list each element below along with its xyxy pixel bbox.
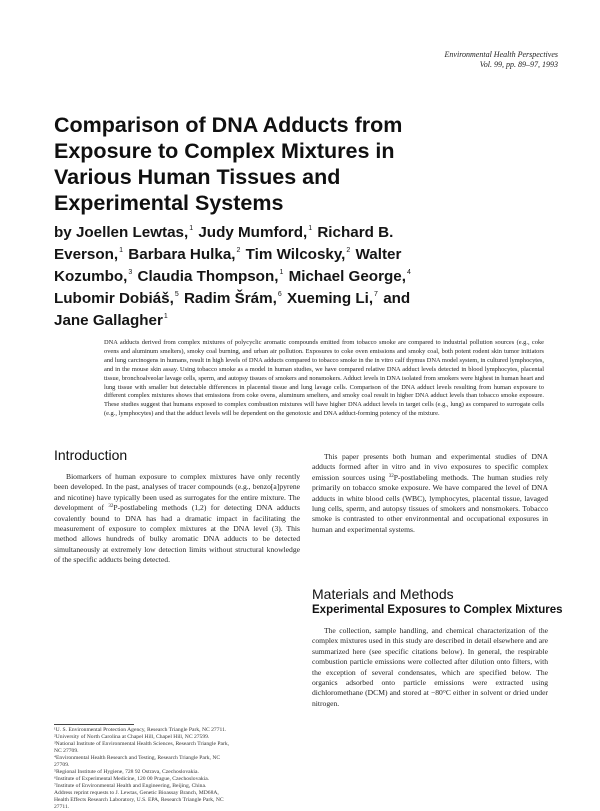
footnote-line: 27709. [54,762,70,768]
introduction-body [54,472,300,566]
paragraph: The collection, sample handling, and chemical characterization of the complex mixtures used in this study are described in detail elsewhere and are summarized here (see specific citations below). In general, the respirable combustion particle emissions were collected after dilution onto filters, with the exception of several condensates, which are specified below. The organics adsorbed onto particle emissions were extracted using dichloromethane (DCM) and stored at −80°C either in solvent or dried under nitrogen. [312,626,548,708]
abstract: DNA adducts derived from complex mixtures of polycyclic aromatic compounds emitted from tobacco smoke are compared to industrial pollution sources (e.g., coke ovens and aluminum smelters), smoky coal burning, and urban air pollution. Exposures to coke oven emissions and smoky coal, both potent rodent skin tumor initiators and lung carcinogens in humans, result in high levels of DNA adducts compared to tobacco smoke in the in vitro calf thymus DNA model system, in cultured lymphocytes, and in the mouse skin assay. Using tobacco smoke as a model in human studies, we have compared relative DNA adduct levels detected in blood lymphocytes, placental tissue, bronchoalveolar lavage cells, sperm, and autopsy tissues of smokers and nonsmokers. Adduct levels in DNA isolated from smokers were highest in human heart and lung tissue with smaller but detectable differences in placental tissue and lung lavage cells. Comparison of the DNA adduct levels resulting from human exposure to different complex mixtures shows that emissions from coke ovens, aluminum smelters, and smoky coal result in higher DNA adduct levels than tobacco smoke exposure. These studies suggest that humans exposed to complex combustion mixtures will have higher DNA adduct levels in target cells (e.g., lung) as compared to surrogate cells (e.g., lymphocytes) and that the adduct levels will be dependent on the genotoxic and DNA adduct-forming potency of the mixture. [104,339,544,418]
right-column-intro [312,452,548,535]
affiliation-marker: 2 [346,247,351,254]
affiliation-marker: 1 [189,225,194,232]
affiliation-marker: 2 [236,247,241,254]
author-line [54,222,524,244]
author-line [54,288,524,310]
footnote-line: ⁶Institute of Experimental Medicine, 120 00 Prague, Czechoslovakia. [54,776,210,782]
affiliation-marker: 3 [128,269,133,276]
author-name: Lubomir Dobiáš, [54,290,174,307]
footnotes [54,727,300,810]
introduction-heading: Introduction [54,447,128,463]
materials-methods-body [312,626,548,709]
title-line: Exposure to Complex Mixtures in [54,139,395,163]
affiliation-marker: 6 [277,291,282,298]
author-name: Jane Gallagher [54,312,163,329]
journal-header [445,50,558,70]
author-name: Michael George, [288,268,406,285]
footnote-line: ⁵Regional Institute of Hygiene, 728 92 Ostrava, Czechoslovakia. [54,769,199,775]
paragraph: Biomarkers of human exposure to complex mixtures have only recently been developed. In the past, analyses of tracer compounds (e.g., benzo[a]pyrene and nicotine) have typically been used as surrogates for the entire mixture. The development of $^{32}$P-postlabeling methods (1,2) for detecting DNA adducts covalently bound to DNA has had a dramatic impact in facilitating the measurement of exposure to complex mixtures at the DNA level (3). This method allows hundreds of bulky aromatic DNA adducts to be detected simultaneously at extremely low detection limits without structural knowledge of the specific adducts being detected. [54,472,300,565]
footnote-line: 27711. [54,804,70,810]
footnote-line: Health Effects Research Laboratory, U.S. EPA, Research Triangle Park, NC [54,797,224,803]
author-name: Barbara Hulka, [128,246,236,263]
affiliation-marker: 1 [279,269,284,276]
footnote-line: NC 27709. [54,748,79,754]
author-name: and [383,290,411,307]
author-name: Kozumbo, [54,268,128,285]
paragraph: This paper presents both human and experimental studies of DNA adducts formed after in vitro and in vivo exposures to specific complex emission sources using $^{32}$P-postlabeling methods. The human studies rely primarily on tobacco smoke exposure. We have compared the level of DNA adducts in white blood cells (WBC), lymphocytes, placental tissue, lavaged lung cells, sperm, and autopsy tissues of smokers and nonsmokers. Tobacco smoke is contrasted to other environmental and occupational exposures in human and experimental systems. [312,452,548,534]
author-line [54,266,524,288]
affiliation-marker: 1 [119,247,124,254]
affiliation-marker: 5 [174,291,179,298]
footnote-line: Address reprint requests to J. Lewtas, Genetic Bioassay Branch, MD68A, [54,790,219,796]
journal-citation: Vol. 99, pp. 89–97, 1993 [479,60,558,69]
author-line [54,244,524,266]
author-name: Everson, [54,246,119,263]
journal-name: Environmental Health Perspectives [444,50,558,59]
author-name: Richard B. [317,224,394,241]
affiliation-marker: 1 [308,225,313,232]
title-line: Experimental Systems [54,191,284,215]
footnote-line: ⁷Institute of Environmental Health and Engineering, Beijing, China. [54,783,207,789]
author-line [54,310,524,332]
footnote-line: ³National Institute of Environmental Health Sciences, Research Triangle Park, [54,741,230,747]
author-name: Radim Šrám, [183,290,277,307]
title-line: Comparison of DNA Adducts from [54,113,403,137]
footnote-line: ²University of North Carolina at Chapel Hill, Chapel Hill, NC 27599. [54,734,210,740]
experimental-exposures-subheading: Experimental Exposures to Complex Mixtures [312,604,563,616]
affiliation-marker: 7 [374,291,378,298]
footnote-divider [54,724,134,725]
materials-methods-heading: Materials and Methods [312,586,454,602]
author-name: Walter [355,246,402,263]
footnote-line: ⁴Environmental Health Research and Testing, Research Triangle Park, NC [54,755,221,761]
author-name: Judy Mumford, [198,224,308,241]
author-name: Xueming Li, [286,290,374,307]
author-name: Tim Wilcosky, [245,246,346,263]
footnote-line: ¹U. S. Environmental Protection Agency, Research Triangle Park, NC 27711. [54,727,227,733]
title-line: Various Human Tissues and [54,165,341,189]
author-list [54,222,524,332]
affiliation-marker: 1 [163,313,168,320]
author-name: Claudia Thompson, [137,268,279,285]
paper-title [54,112,514,216]
author-name: by Joellen Lewtas, [54,224,189,241]
affiliation-marker: 4 [406,269,411,276]
